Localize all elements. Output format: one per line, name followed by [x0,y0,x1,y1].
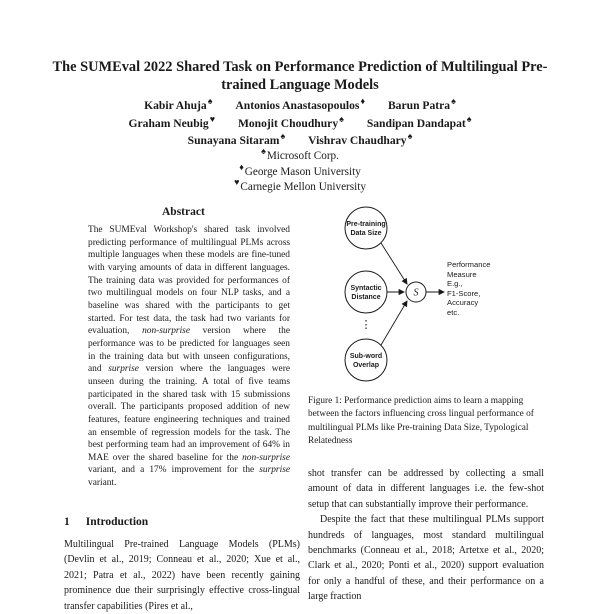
figure-1 [308,208,544,386]
node-label: Syntactic [350,285,382,292]
abstract-text: The SUMEval Workshop's shared task involved predicting performance of multilingual PLMs across multiple languages when these models are fine-tuned with varying amounts of data in different languages. The training data was provided for performances of two multilingual models on four NLP tasks, and a baseline was shared with the participants to get started. For test data, the task had two variants for evaluation, non-surprise version where the performance was to be predicted for languages seen in the training data but with unseen configurations, and surprise version where the languages were unseen during the training. A total of five teams participated in the shared task with 15 submissions overall. The participants proposed addition of new features, feature engineering techniques and trained an ensemble of regression models for the task. The best performing team had an improvement of 64% in MAE over the shared baseline for the non-surprise variant, and a 17% improvement for the surprise variant. [88,225,290,489]
node-label: Distance [351,294,381,301]
author-line [40,115,560,133]
node-label: Overlap [352,362,380,369]
author: Antonios Anastasopoulos♦ [235,96,366,112]
author: Graham Neubig♥ [128,113,216,130]
edge-arrow [381,301,407,345]
section-heading: 1 Introduction [64,516,149,528]
intro-paragraph: Multilingual Pre-trained Language Models (PLMs) (Devlin et al., 2019; Conneau et al., 2020; Xue et al., 2021; Patra et al., 2022) have been recently gaining prominence due their surprisingly effective cross-lingual transfer capabilities (Pires et al., [64,539,300,612]
paragraph: shot transfer can be addressed by collecting a small amount of data in different languages i.e. the few-shot setup that can substantially improve their performance. [308,468,544,510]
node-s-label: S [413,287,419,299]
abstract-heading: Abstract [162,206,205,218]
author: Sandipan Dandapat♠ [366,113,472,130]
author: Vishrav Chaudhary♠ [308,131,413,147]
affiliation: ♠Microsoft Corp. [261,146,339,162]
paragraph: Despite the fact that these multilingual PLMs support hundreds of languages, most standard multilingual benchmarks (Conneau et al., 2018; Artetxe et al., 2020; Clark et al., 2020; Ponti et al., 2020) support evaluation for only a handful of these, and their performance on a large fraction [308,514,544,603]
affiliations [40,146,560,196]
paper-title: The SUMEval 2022 Shared Task on Performance Prediction of Multilingual Pre-trained Language Models [52,59,548,93]
figure-caption: Figure 1: Performance prediction aims to learn a mapping between the factors influencing cross lingual performance of multilingual PLMs like Pre-training Data Size, Typological Relatedness [308,396,534,446]
output-label: Performance Measure E.g., F1-Score, Accuracy etc. [447,260,491,317]
author: Kabir Ahuja♠ [144,96,213,112]
right-column-text [308,466,544,603]
node-label: Sub-word [349,353,383,360]
edge-arrow [381,243,407,284]
ellipsis-mark: ⋮ [360,319,372,331]
author-line [40,97,560,115]
node-label: Pre-training [346,221,386,228]
affiliation: ♥Carnegie Mellon University [234,177,366,193]
node-label: Data Size [350,230,382,237]
author-line [40,132,560,150]
author-list [40,97,560,150]
node-subword-circle [345,339,387,381]
node-pretraining-circle [345,207,387,249]
author: Barun Patra♠ [387,96,456,112]
author: Monojit Choudhury♠ [237,113,344,130]
figure-diagram [308,208,544,386]
author: Sunayana Sitaram♠ [187,131,286,147]
affiliation: ♦George Mason University [239,161,361,178]
node-syntactic-circle [345,271,387,313]
